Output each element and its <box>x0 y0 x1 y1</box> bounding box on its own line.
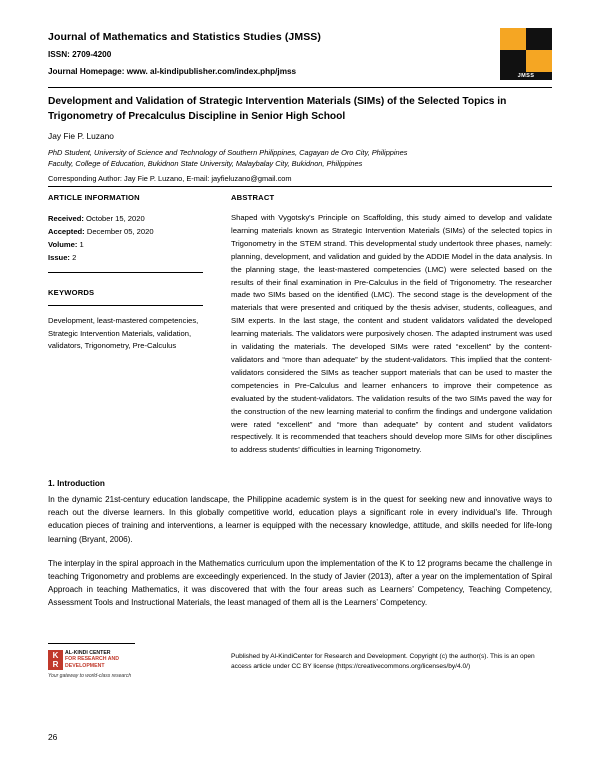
body-area <box>48 478 552 621</box>
logo-quadrant-4 <box>526 50 552 72</box>
meta-issue <box>48 251 203 264</box>
abstract-column <box>231 192 552 457</box>
meta-received <box>48 212 203 225</box>
footer-divider <box>48 643 135 644</box>
article-information-column <box>48 192 203 353</box>
logo-quadrant-2 <box>526 28 552 50</box>
divider-top <box>48 87 552 88</box>
paragraph-1: In the dynamic 21st-century education landscape, the Philippine academic system is in the quest for seeking new and innovative ways to reach out the diverse learners. In this globally competitive world, education plays a significant role in every individual's life. Through education pieces of training and interventions, a learner is equipped with the necessary knowledge, attitude, and skills needed for life-long learning (Bryant, 2006). <box>48 495 552 544</box>
al-kindi-tagline: Your gateway to world-class research <box>48 673 132 679</box>
al-kindi-logo-line-2: FOR RESEARCH AND <box>65 656 119 663</box>
author-name: Jay Fie P. Luzano <box>48 131 114 141</box>
journal-title: Journal of Mathematics and Statistics Studies (JMSS) <box>48 31 322 43</box>
al-kindi-logo-icon <box>48 650 144 679</box>
keywords-heading: KEYWORDS <box>48 288 95 297</box>
keywords-list: Development, least-mastered competencies, Strategic Intervention Materials, validation, validators, Trigonometry, Pre-Calculus <box>48 316 199 350</box>
meta-accepted-value: December 05, 2020 <box>86 227 154 236</box>
divider-info <box>48 186 552 187</box>
al-kindi-mark-bottom: R <box>52 660 59 669</box>
meta-volume <box>48 238 203 251</box>
al-kindi-logo-row <box>48 650 144 670</box>
publisher-note: Published by Al-KindiCenter for Research and Development. Copyright (c) the author(s). This is an open access article under CC BY license (https://creativecommons.org/licenses/by/4.0/) <box>231 653 535 670</box>
abstract-text: Shaped with Vygotsky's Principle on Scaffolding, this study aimed to develop and validate learning materials known as Strategic Intervention Materials (SIMs) of the selected topics in Trigonometry in the STEM strand. This developmental study undertook three phases, namely: planning, development, and validation and guided by the ADDIE Model in the data analysis. In the planning stage, the least-mastered competencies (LMC) were selected based on the results of their final examination in Pre-Calculus in the field of Trigonometry. The researcher made two SIMs based on the identified (LMC). The second stage is the development of the materials that were presented and critiqued by the thesis adviser, students, colleagues, and SIM experts. In the last stage, the content and student validators validated the developed learning materials. The validators were purposively chosen. The adapted instrument was used in validating the materials. The developed SIMs were rated “excellent” by the content-validators and “more than adequate” by the student-validators. This implied that the content-validators considered the SIMs as teacher support materials that can be used to master the competencies in Pre-Calculus and learner enhancers to improve their competence as evaluated by the student-validators. The validation results of the two SIMs paved the way for the construction of the new learning material to confirm the findings and undergone validation were rated “excellent” and “more than adequate” by content and student validators respectively. It is recommended that teachers should develop more SIMs for other disciplines to address students’ difficulties in learning Trigonometry. <box>231 213 552 455</box>
journal-homepage: Journal Homepage: www. al-kindipublisher.com/index.php/jmss <box>48 67 297 76</box>
title-block <box>48 95 552 184</box>
logo-quadrant-1 <box>500 28 526 50</box>
article-information-heading: ARTICLE INFORMATION <box>48 193 140 202</box>
page-number: 26 <box>48 732 58 742</box>
al-kindi-logo-mark <box>48 650 63 670</box>
author-affiliation-2: Faculty, College of Education, Bukidnon State University, Malaybalay City, Bukidnon, Philippines <box>48 159 363 168</box>
section-heading-introduction: 1. Introduction <box>48 479 105 488</box>
meta-accepted <box>48 225 203 238</box>
al-kindi-logo-text <box>65 650 119 670</box>
page-title: Development and Validation of Strategic Intervention Materials (SIMs) of the Selected Topics in Trigonometry of Precalculus Discipline in Senior High School <box>48 96 507 122</box>
logo-caption: JMSS <box>500 72 552 80</box>
meta-volume-label: Volume: <box>48 240 78 249</box>
meta-issue-label: Issue: <box>48 253 70 262</box>
journal-issn: ISSN: 2709-4200 <box>48 50 112 59</box>
meta-received-value: October 15, 2020 <box>86 214 145 223</box>
al-kindi-logo-line-3: DEVELOPMENT <box>65 662 105 669</box>
paragraph-2: The interplay in the spiral approach in the Mathematics curriculum upon the implementation of the K to 12 programs became the challenge in teaching Trigonometry and problems are exceedingly experienced. In the study of Javier (2013), after a year on the implementation of Spiral Approach in teaching Mathematics, it was discovered that with the four areas such as Learners’ Competency, Teaching Competency, Assessment Tools and Instructional Materials, the least managed of them all is the Learners’ Competency. <box>48 558 552 608</box>
meta-accepted-label: Accepted: <box>48 227 85 236</box>
meta-issue-value: 2 <box>72 253 77 262</box>
abstract-heading: ABSTRACT <box>231 193 275 202</box>
logo-quadrant-3 <box>500 50 526 72</box>
corresponding-author: Corresponding Author: Jay Fie P. Luzano, E-mail: jayfieluzano@gmail.com <box>48 174 292 183</box>
author-affiliation-1: PhD Student, University of Science and Technology of Southern Philippines, Cagayan de Oro City, Philippines <box>48 148 408 157</box>
meta-volume-value: 1 <box>79 240 84 249</box>
al-kindi-mark-top: K <box>52 651 59 660</box>
al-kindi-logo-line-1: AL-KINDI CENTER <box>65 650 111 656</box>
jmss-logo-icon <box>500 28 552 80</box>
keywords-divider-bottom <box>48 305 203 306</box>
journal-header <box>48 30 552 78</box>
keywords-divider-top <box>48 272 203 273</box>
meta-received-label: Received: <box>48 214 84 223</box>
